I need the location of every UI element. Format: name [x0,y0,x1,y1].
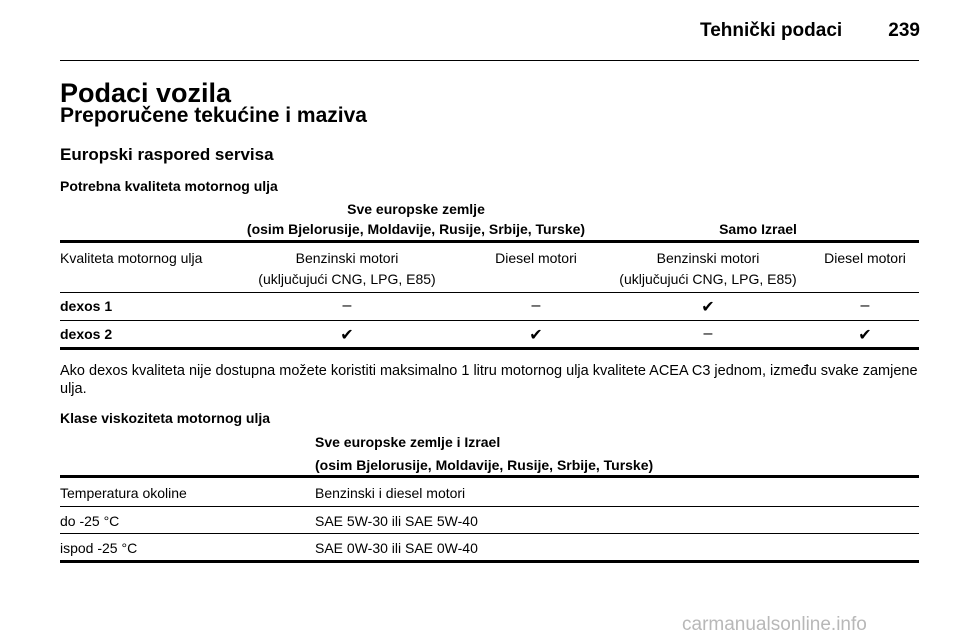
oil-col1-line1: Benzinski motori [295,250,399,266]
oil-col3-line2: (uključujući CNG, LPG, E85) [619,271,797,287]
oil-row-header: Kvaliteta motornog ulja [60,250,203,266]
viscosity-table-rule [60,533,919,534]
viscosity-group-line2: (osim Bjelorusije, Moldavije, Rusije, Srbije, Turske) [315,457,654,473]
oil-row-value: – [703,325,713,342]
oil-group1-line1: Sve europske zemlje [347,201,485,217]
oil-row-value: ✔ [701,299,715,316]
oil-group2: Samo Izrael [719,221,797,237]
section-title: Podaci vozila [60,78,232,108]
viscosity-table-rule [60,475,919,478]
watermark: carmanualsonline.info [682,614,867,635]
oil-col2: Diesel motori [495,250,577,266]
oil-row-value: – [342,297,352,314]
oil-row-value: – [860,297,870,314]
oil-row-label: dexos 2 [60,326,113,342]
oil-row-value: ✔ [858,327,872,344]
viscosity-row-temp: do -25 °C [60,513,120,529]
page-number: 239 [888,20,920,41]
oil-col4: Diesel motori [824,250,906,266]
oil-row-value: ✔ [529,327,543,344]
oil-table-rule [60,320,919,321]
viscosity-table-rule [60,506,919,507]
dexos-note: Ako dexos kvaliteta nije dostupna možete koristiti maksimalno 1 litru motornog ulja kvalitete ACEA C3 jednom, između svake zamjene ulja. [60,363,918,397]
section-subtitle: Preporučene tekućine i maziva [60,104,367,127]
header-rule [60,60,919,61]
oil-table-rule [60,240,919,243]
viscosity-col-header-engines: Benzinski i diesel motori [315,485,466,501]
subsection-title: Europski raspored servisa [60,145,274,164]
page-header-title: Tehnički podaci [700,20,843,41]
oil-row-value: – [531,297,541,314]
oil-table-rule [60,347,919,350]
oil-quality-caption: Potrebna kvaliteta motornog ulja [60,178,278,194]
viscosity-row-value: SAE 0W-30 ili SAE 0W-40 [315,540,478,556]
viscosity-table-rule [60,560,919,563]
viscosity-row-temp: ispod -25 °C [60,540,138,556]
viscosity-group-line1: Sve europske zemlje i Izrael [315,434,501,450]
oil-col1-line2: (uključujući CNG, LPG, E85) [258,271,436,287]
viscosity-col-header-temp: Temperatura okoline [60,485,187,501]
viscosity-row-value: SAE 5W-30 ili SAE 5W-40 [315,513,478,529]
oil-row-label: dexos 1 [60,298,113,314]
oil-table-rule [60,292,919,293]
oil-group1-line2: (osim Bjelorusije, Moldavije, Rusije, Srbije, Turske) [246,221,586,237]
oil-col3-line1: Benzinski motori [656,250,760,266]
viscosity-caption: Klase viskoziteta motornog ulja [60,410,271,426]
oil-row-value: ✔ [340,327,354,344]
